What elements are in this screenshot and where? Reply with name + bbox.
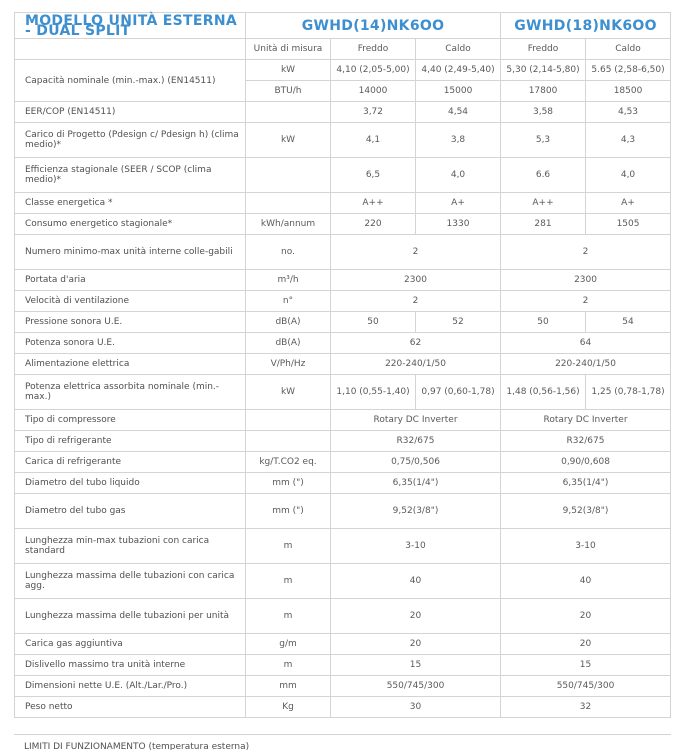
value-cell: 4,0: [416, 158, 501, 193]
row-label: Tipo di compressore: [15, 410, 246, 431]
row-label: EER/COP (EN14511): [15, 102, 246, 123]
row-label: Capacità nominale (min.-max.) (EN14511): [15, 60, 246, 102]
value-cell: 2300: [501, 270, 671, 291]
operating-limits-heading: LIMITI DI FUNZIONAMENTO (temperatura esterna): [24, 742, 250, 750]
row-unit: mm ("): [246, 473, 331, 494]
value-cell: 2: [501, 291, 671, 312]
row-unit: g/m: [246, 634, 331, 655]
value-cell: 15000: [416, 81, 501, 102]
row-unit: mm ("): [246, 494, 331, 529]
value-cell: 5,30 (2,14-5,80): [501, 60, 586, 81]
value-cell: 6,35(1/4"): [501, 473, 671, 494]
value-cell: 62: [331, 333, 501, 354]
row-unit: Kg: [246, 697, 331, 718]
value-cell: 4,1: [331, 123, 416, 158]
value-cell: 550/745/300: [501, 676, 671, 697]
table-row: [15, 452, 671, 473]
row-unit: m: [246, 529, 331, 564]
value-cell: 40: [331, 564, 501, 599]
row-label: Classe energetica *: [15, 193, 246, 214]
row-unit: [246, 193, 331, 214]
table-row: [15, 655, 671, 676]
value-cell: 0,97 (0,60-1,78): [416, 375, 501, 410]
row-label: Potenza sonora U.E.: [15, 333, 246, 354]
row-label: Diametro del tubo liquido: [15, 473, 246, 494]
value-cell: 15: [501, 655, 671, 676]
row-label: Efficienza stagionale (SEER / SCOP (clima medio)*: [15, 158, 246, 193]
row-unit: kW: [246, 375, 331, 410]
value-cell: A+: [586, 193, 671, 214]
table-row: [15, 235, 671, 270]
table-row: [15, 193, 671, 214]
value-cell: 40: [501, 564, 671, 599]
row-unit: [246, 158, 331, 193]
value-cell: 20: [501, 634, 671, 655]
value-cell: 18500: [586, 81, 671, 102]
value-cell: 64: [501, 333, 671, 354]
value-cell: 6.6: [501, 158, 586, 193]
row-unit: m: [246, 564, 331, 599]
row-label: Dimensioni nette U.E. (Alt./Lar./Pro.): [15, 676, 246, 697]
value-cell: 9,52(3/8"): [501, 494, 671, 529]
value-cell: 2: [501, 235, 671, 270]
row-label: Carica gas aggiuntiva: [15, 634, 246, 655]
table-row: [15, 291, 671, 312]
value-cell: 52: [416, 312, 501, 333]
row-label: Tipo di refrigerante: [15, 431, 246, 452]
value-cell: 50: [331, 312, 416, 333]
table-row: [15, 375, 671, 410]
row-unit: no.: [246, 235, 331, 270]
row-label: Lunghezza massima delle tubazioni con carica agg.: [15, 564, 246, 599]
row-label: Diametro del tubo gas: [15, 494, 246, 529]
row-label: Dislivello massimo tra unità interne: [15, 655, 246, 676]
value-cell: 0,90/0,608: [501, 452, 671, 473]
model-b-heading: GWHD(18)NK6OO: [501, 13, 671, 39]
value-cell: 15: [331, 655, 501, 676]
row-unit: kW: [246, 123, 331, 158]
value-cell: 14000: [331, 81, 416, 102]
table-subheader-row: [15, 39, 671, 60]
value-cell: 1330: [416, 214, 501, 235]
table-row: [15, 60, 671, 81]
value-cell: 9,52(3/8"): [331, 494, 501, 529]
value-cell: 4,40 (2,49-5,40): [416, 60, 501, 81]
table-row: [15, 431, 671, 452]
value-cell: 54: [586, 312, 671, 333]
value-cell: 2300: [331, 270, 501, 291]
value-cell: 6,35(1/4"): [331, 473, 501, 494]
model-a-cold-heading: Freddo: [331, 39, 416, 60]
row-unit: dB(A): [246, 312, 331, 333]
value-cell: 5,3: [501, 123, 586, 158]
value-cell: 281: [501, 214, 586, 235]
row-unit: kWh/annum: [246, 214, 331, 235]
value-cell: 1,48 (0,56-1,56): [501, 375, 586, 410]
table-row: [15, 102, 671, 123]
row-unit: [246, 102, 331, 123]
value-cell: 32: [501, 697, 671, 718]
row-label: Pressione sonora U.E.: [15, 312, 246, 333]
value-cell: 4,0: [586, 158, 671, 193]
value-cell: 20: [501, 599, 671, 634]
table-row: [15, 676, 671, 697]
value-cell: 3-10: [331, 529, 501, 564]
value-cell: 4,10 (2,05-5,00): [331, 60, 416, 81]
value-cell: A++: [331, 193, 416, 214]
row-unit: [246, 431, 331, 452]
row-label: Alimentazione elettrica: [15, 354, 246, 375]
value-cell: 1,25 (0,78-1,78): [586, 375, 671, 410]
table-row: [15, 494, 671, 529]
table-row: [15, 634, 671, 655]
unit-column-heading: Unità di misura: [246, 39, 331, 60]
value-cell: 6,5: [331, 158, 416, 193]
model-b-cold-heading: Freddo: [501, 39, 586, 60]
table-row: [15, 354, 671, 375]
row-unit: mm: [246, 676, 331, 697]
row-unit: n°: [246, 291, 331, 312]
value-cell: R32/675: [501, 431, 671, 452]
value-cell: 2: [331, 291, 501, 312]
row-label: Peso netto: [15, 697, 246, 718]
table-row: [15, 214, 671, 235]
value-cell: 4,54: [416, 102, 501, 123]
section-divider: [14, 734, 671, 735]
model-a-hot-heading: Caldo: [416, 39, 501, 60]
table-row: [15, 270, 671, 291]
value-cell: 50: [501, 312, 586, 333]
table-row: [15, 473, 671, 494]
value-cell: 5.65 (2,58-6,50): [586, 60, 671, 81]
row-label: Potenza elettrica assorbita nominale (min.-max.): [15, 375, 246, 410]
value-cell: 20: [331, 634, 501, 655]
value-cell: 220: [331, 214, 416, 235]
row-unit: BTU/h: [246, 81, 331, 102]
row-unit: V/Ph/Hz: [246, 354, 331, 375]
value-cell: Rotary DC Inverter: [331, 410, 501, 431]
row-label: Lunghezza massima delle tubazioni per unità: [15, 599, 246, 634]
model-b-hot-heading: Caldo: [586, 39, 671, 60]
row-label: Lunghezza min-max tubazioni con carica standard: [15, 529, 246, 564]
empty-cell: [15, 39, 246, 60]
value-cell: 3,72: [331, 102, 416, 123]
value-cell: A++: [501, 193, 586, 214]
row-label: Portata d'aria: [15, 270, 246, 291]
value-cell: 17800: [501, 81, 586, 102]
row-unit: dB(A): [246, 333, 331, 354]
value-cell: R32/675: [331, 431, 501, 452]
row-unit: kW: [246, 60, 331, 81]
row-unit: m³/h: [246, 270, 331, 291]
table-title: MODELLO UNITÀ ESTERNA - DUAL SPLIT: [15, 13, 246, 39]
row-label: Velocità di ventilazione: [15, 291, 246, 312]
row-label: Carico di Progetto (Pdesign c/ Pdesign h) (clima medio)*: [15, 123, 246, 158]
row-unit: [246, 410, 331, 431]
value-cell: 2: [331, 235, 501, 270]
row-label: Carica di refrigerante: [15, 452, 246, 473]
value-cell: 220-240/1/50: [501, 354, 671, 375]
value-cell: 3,8: [416, 123, 501, 158]
value-cell: 550/745/300: [331, 676, 501, 697]
value-cell: 220-240/1/50: [331, 354, 501, 375]
row-unit: m: [246, 655, 331, 676]
value-cell: 1,10 (0,55-1,40): [331, 375, 416, 410]
value-cell: Rotary DC Inverter: [501, 410, 671, 431]
value-cell: 20: [331, 599, 501, 634]
table-row: [15, 333, 671, 354]
value-cell: 1505: [586, 214, 671, 235]
table-row: [15, 158, 671, 193]
spec-table: [14, 12, 671, 718]
row-unit: m: [246, 599, 331, 634]
row-unit: kg/T.CO2 eq.: [246, 452, 331, 473]
row-label: Numero minimo-max unità interne colle-gabili: [15, 235, 246, 270]
table-row: [15, 123, 671, 158]
table-row: [15, 599, 671, 634]
value-cell: 0,75/0,506: [331, 452, 501, 473]
row-label: Consumo energetico stagionale*: [15, 214, 246, 235]
table-row: [15, 410, 671, 431]
value-cell: A+: [416, 193, 501, 214]
value-cell: 3-10: [501, 529, 671, 564]
model-a-heading: GWHD(14)NK6OO: [246, 13, 501, 39]
table-row: [15, 564, 671, 599]
value-cell: 30: [331, 697, 501, 718]
value-cell: 3,58: [501, 102, 586, 123]
value-cell: 4,53: [586, 102, 671, 123]
table-header-row: [15, 13, 671, 39]
table-row: [15, 697, 671, 718]
table-row: [15, 312, 671, 333]
value-cell: 4,3: [586, 123, 671, 158]
table-row: [15, 529, 671, 564]
